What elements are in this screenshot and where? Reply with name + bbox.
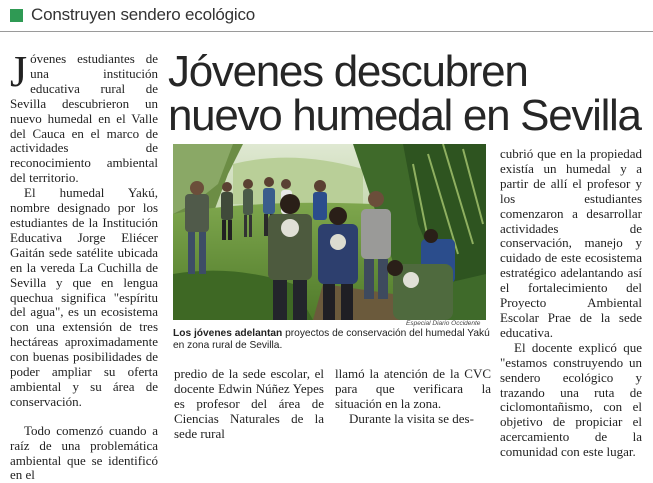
article-column-2	[174, 367, 324, 442]
article-paragraph: llamó la atención de la CVC para que verificara la situación en la zona.	[335, 366, 491, 411]
article-lead-paragraph	[10, 47, 158, 186]
section-header	[10, 4, 255, 26]
article-photo	[173, 144, 486, 320]
section-marker-icon	[10, 9, 23, 22]
headline-line-1: Jóvenes descubren	[168, 47, 528, 96]
article-column-4	[500, 147, 642, 460]
article-column-3	[335, 367, 491, 427]
article-paragraph: Todo comenzó cuando a raíz de una problemática ambiental que se identificó en el	[10, 422, 158, 483]
photo-illustration	[173, 144, 486, 320]
section-label: Construyen sendero ecológico	[31, 5, 256, 24]
article-paragraph: El humedal Yakú, nombre designado por los estudiantes de la Institución Educativa Jorge Eliécer Gaitán sede satélite ubicada en la vereda La Cuchilla de Sevilla y que en lengua quechua significa "espíritu del agua", es un ecosistema con una extensión de tres hectáreas aproximadamente con buenas posibilidades de poder ampliar su oferta ambiental y su área de conservación.	[10, 185, 158, 409]
drop-cap: J	[10, 47, 28, 96]
caption-text: proyectos de conservación del humedal Yakú en zona rural de Sevilla.	[173, 328, 490, 351]
article-paragraph: predio de la sede escolar, el docente Edwin Núñez Yepes es profesor del área de Ciencias Naturales de la sede rural	[174, 366, 324, 441]
article-paragraph: El docente explicó que "estamos construyendo un sendero ecológico y trazando una ruta de ciclomontañismo, con el objetivo de propiciar el acercamiento de la comunidad con este lugar.	[500, 339, 642, 460]
article-paragraph: Durante la visita se des-	[349, 410, 474, 426]
photo-caption	[173, 328, 491, 352]
headline-line-2: nuevo humedal en Sevilla	[168, 91, 641, 140]
article-column-1	[10, 47, 158, 483]
caption-lead: Los jóvenes adelantan	[173, 328, 283, 339]
article-paragraph: cubrió que en la propiedad existía un humedal y a partir de allí el profesor y los estudiantes comenzaron a desarrollar actividades de conservación, manejo y cuidado de este ecosistema estratégico adelantando así el fortalecimiento del Proyecto Ambiental Escolar Prae de la sede educativa.	[500, 146, 642, 340]
header-divider	[0, 31, 653, 32]
paragraph-text: óvenes estudiantes de una institución educativa rural de Sevilla descubrieron un nuevo humedal en el Valle del Cauca en el marco de actividades de reconocimiento ambiental del territorio.	[10, 51, 158, 186]
photo-credit: Especial Diario Occidente	[406, 320, 481, 327]
headline	[168, 47, 641, 140]
